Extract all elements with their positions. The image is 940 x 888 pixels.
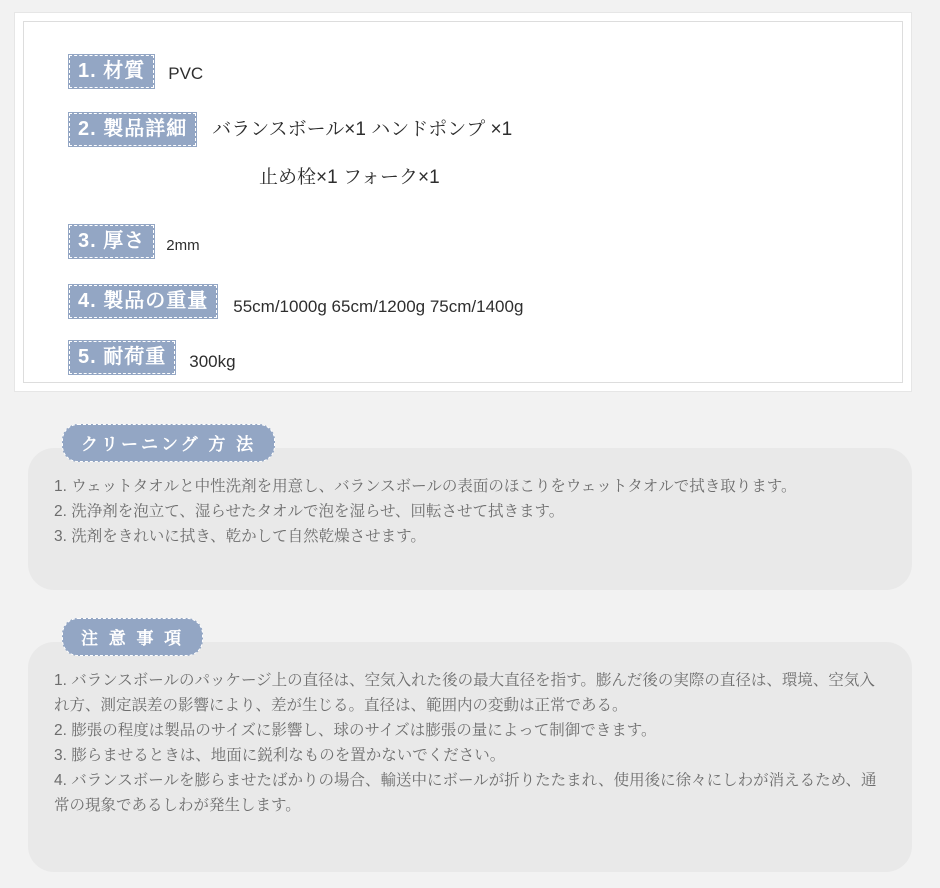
specification-card [14, 12, 912, 392]
spec-label-weight: 4. 製品の重量 [69, 285, 217, 318]
spec-value-details-line2: 止め栓×1 フォーク×1 [259, 167, 440, 188]
spec-value-thickness: 2mm [166, 237, 200, 254]
spec-value-material: PVC [168, 64, 204, 83]
cleaning-line-1: 1. ウェットタオルと中性洗剤を用意し、バランスボールの表面のほこりをウェットタオルで拭き取ります。 [54, 478, 797, 495]
spec-row-details [69, 113, 512, 146]
cleaning-line-3: 3. 洗剤をきれいに拭き、乾かして自然乾燥させます。 [54, 528, 426, 545]
spec-row-material [69, 55, 203, 88]
spec-value-weight: 55cm/1000g 65cm/1200g 75cm/1400g [233, 297, 524, 316]
cleaning-line-2: 2. 洗浄剤を泡立て、湿らせたタオルで泡を湿らせ、回転させて拭きます。 [54, 503, 565, 520]
notice-line-3: 3. 膨らませるときは、地面に鋭利なものを置かないでください。 [54, 747, 506, 764]
cleaning-section-title: クリーニング 方 法 [62, 424, 275, 462]
spec-label-thickness: 3. 厚さ [69, 225, 154, 258]
notice-section-title: 注 意 事 項 [62, 618, 203, 656]
notice-section-body [28, 642, 912, 872]
cleaning-section-body [28, 448, 912, 590]
spec-value-details-line1: バランスボール×1 ハンドポンプ ×1 [212, 119, 513, 140]
spec-row-thickness [69, 225, 200, 258]
spec-label-load: 5. 耐荷重 [69, 341, 175, 374]
spec-label-material: 1. 材質 [69, 55, 154, 88]
spec-row-weight [69, 285, 523, 318]
spec-value-load: 300kg [189, 352, 236, 371]
notice-line-1: 1. バランスボールのパッケージ上の直径は、空気入れた後の最大直径を指す。膨んだ後の実際の直径は、環境、空気入れ方、測定誤差の影響により、差が生じる。直径は、範囲内の変動は正常である。 [54, 672, 875, 714]
spec-label-details: 2. 製品詳細 [69, 113, 196, 146]
notice-line-2: 2. 膨張の程度は製品のサイズに影響し、球のサイズは膨張の量によって制御できます。 [54, 722, 657, 739]
notice-line-4: 4. バランスボールを膨らませたばかりの場合、輸送中にボールが折りたたまれ、使用後に徐々にしわが消えるため、通常の現象であるしわが発生します。 [54, 772, 877, 814]
spec-row-load [69, 341, 236, 374]
